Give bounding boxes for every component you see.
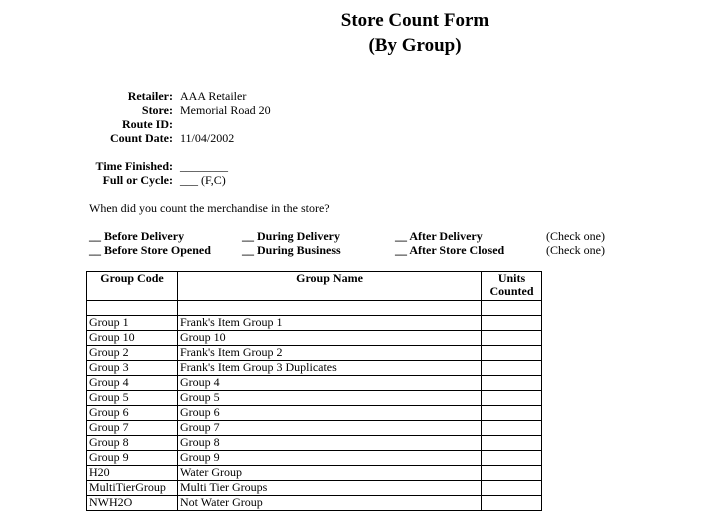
route-id-label: Route ID: <box>122 117 173 131</box>
table-row <box>87 436 542 451</box>
time-finished-label: Time Finished: <box>95 159 173 173</box>
group-code-cell: Group 2 <box>87 346 178 361</box>
units-counted-cell[interactable] <box>482 496 542 511</box>
units-counted-cell[interactable] <box>482 481 542 496</box>
table-row <box>87 451 542 466</box>
count-time-question: When did you count the merchandise in the store? <box>89 201 330 215</box>
group-name-cell: Group 7 <box>178 421 482 436</box>
group-name-cell: Multi Tier Groups <box>178 481 482 496</box>
group-name-cell: Frank's Item Group 2 <box>178 346 482 361</box>
option-during-business: __ During Business <box>242 243 341 257</box>
header-spacer-row <box>87 301 542 316</box>
units-counted-cell[interactable] <box>482 331 542 346</box>
group-name-cell: Water Group <box>178 466 482 481</box>
option-before-store-opened: __ Before Store Opened <box>89 243 211 257</box>
units-counted-cell[interactable] <box>482 421 542 436</box>
units-counted-cell[interactable] <box>482 391 542 406</box>
retailer-label: Retailer: <box>127 89 173 103</box>
units-counted-cell[interactable] <box>482 361 542 376</box>
store-value: Memorial Road 20 <box>180 103 271 117</box>
table-row <box>87 331 542 346</box>
table-row <box>87 346 542 361</box>
group-code-cell: MultiTierGroup <box>87 481 178 496</box>
check-one-note-2: (Check one) <box>546 243 605 257</box>
check-one-note-1: (Check one) <box>546 229 605 243</box>
group-name-cell: Frank's Item Group 3 Duplicates <box>178 361 482 376</box>
group-code-cell: Group 6 <box>87 406 178 421</box>
group-name-cell: Group 9 <box>178 451 482 466</box>
option-during-delivery: __ During Delivery <box>242 229 340 243</box>
table-row <box>87 481 542 496</box>
group-code-cell: Group 7 <box>87 421 178 436</box>
table-row <box>87 391 542 406</box>
table-row <box>87 421 542 436</box>
count-date-label: Count Date: <box>110 131 173 145</box>
units-counted-cell[interactable] <box>482 376 542 391</box>
table-header-row <box>87 272 542 301</box>
form-subtitle: (By Group) <box>368 35 462 56</box>
units-counted-cell[interactable] <box>482 466 542 481</box>
group-code-cell: Group 5 <box>87 391 178 406</box>
group-name-cell: Group 10 <box>178 331 482 346</box>
group-code-cell: NWH2O <box>87 496 178 511</box>
table-row <box>87 466 542 481</box>
units-counted-cell[interactable] <box>482 451 542 466</box>
group-code-cell: Group 10 <box>87 331 178 346</box>
header-group-code: Group Code <box>87 272 178 301</box>
header-units-counted <box>482 272 542 301</box>
group-code-cell: Group 8 <box>87 436 178 451</box>
group-name-cell: Group 5 <box>178 391 482 406</box>
group-name-cell: Group 8 <box>178 436 482 451</box>
option-before-delivery: __ Before Delivery <box>89 229 185 243</box>
group-code-cell: Group 3 <box>87 361 178 376</box>
group-count-table <box>86 271 542 511</box>
full-or-cycle-value: ___ (F,C) <box>180 173 226 187</box>
store-label: Store: <box>141 103 173 117</box>
group-code-cell: Group 1 <box>87 316 178 331</box>
header-units-line2: Counted <box>489 284 534 298</box>
group-code-cell: H20 <box>87 466 178 481</box>
group-code-cell: Group 4 <box>87 376 178 391</box>
group-name-cell: Group 4 <box>178 376 482 391</box>
option-after-delivery: __ After Delivery <box>395 229 483 243</box>
header-group-name: Group Name <box>178 272 482 301</box>
units-counted-cell[interactable] <box>482 316 542 331</box>
table-row <box>87 316 542 331</box>
retailer-value: AAA Retailer <box>180 89 247 103</box>
count-date-value: 11/04/2002 <box>180 131 235 145</box>
group-name-cell: Frank's Item Group 1 <box>178 316 482 331</box>
table-row <box>87 361 542 376</box>
group-code-cell: Group 9 <box>87 451 178 466</box>
units-counted-cell[interactable] <box>482 436 542 451</box>
option-after-store-closed: __ After Store Closed <box>395 243 505 257</box>
table-row <box>87 376 542 391</box>
group-name-cell: Group 6 <box>178 406 482 421</box>
group-name-cell: Not Water Group <box>178 496 482 511</box>
table-row <box>87 406 542 421</box>
units-counted-cell[interactable] <box>482 346 542 361</box>
table-row <box>87 496 542 511</box>
full-or-cycle-label: Full or Cycle: <box>102 173 173 187</box>
header-units-line1: Units <box>497 271 526 285</box>
time-finished-value: ________ <box>180 159 228 173</box>
form-title: Store Count Form <box>340 10 490 31</box>
units-counted-cell[interactable] <box>482 406 542 421</box>
